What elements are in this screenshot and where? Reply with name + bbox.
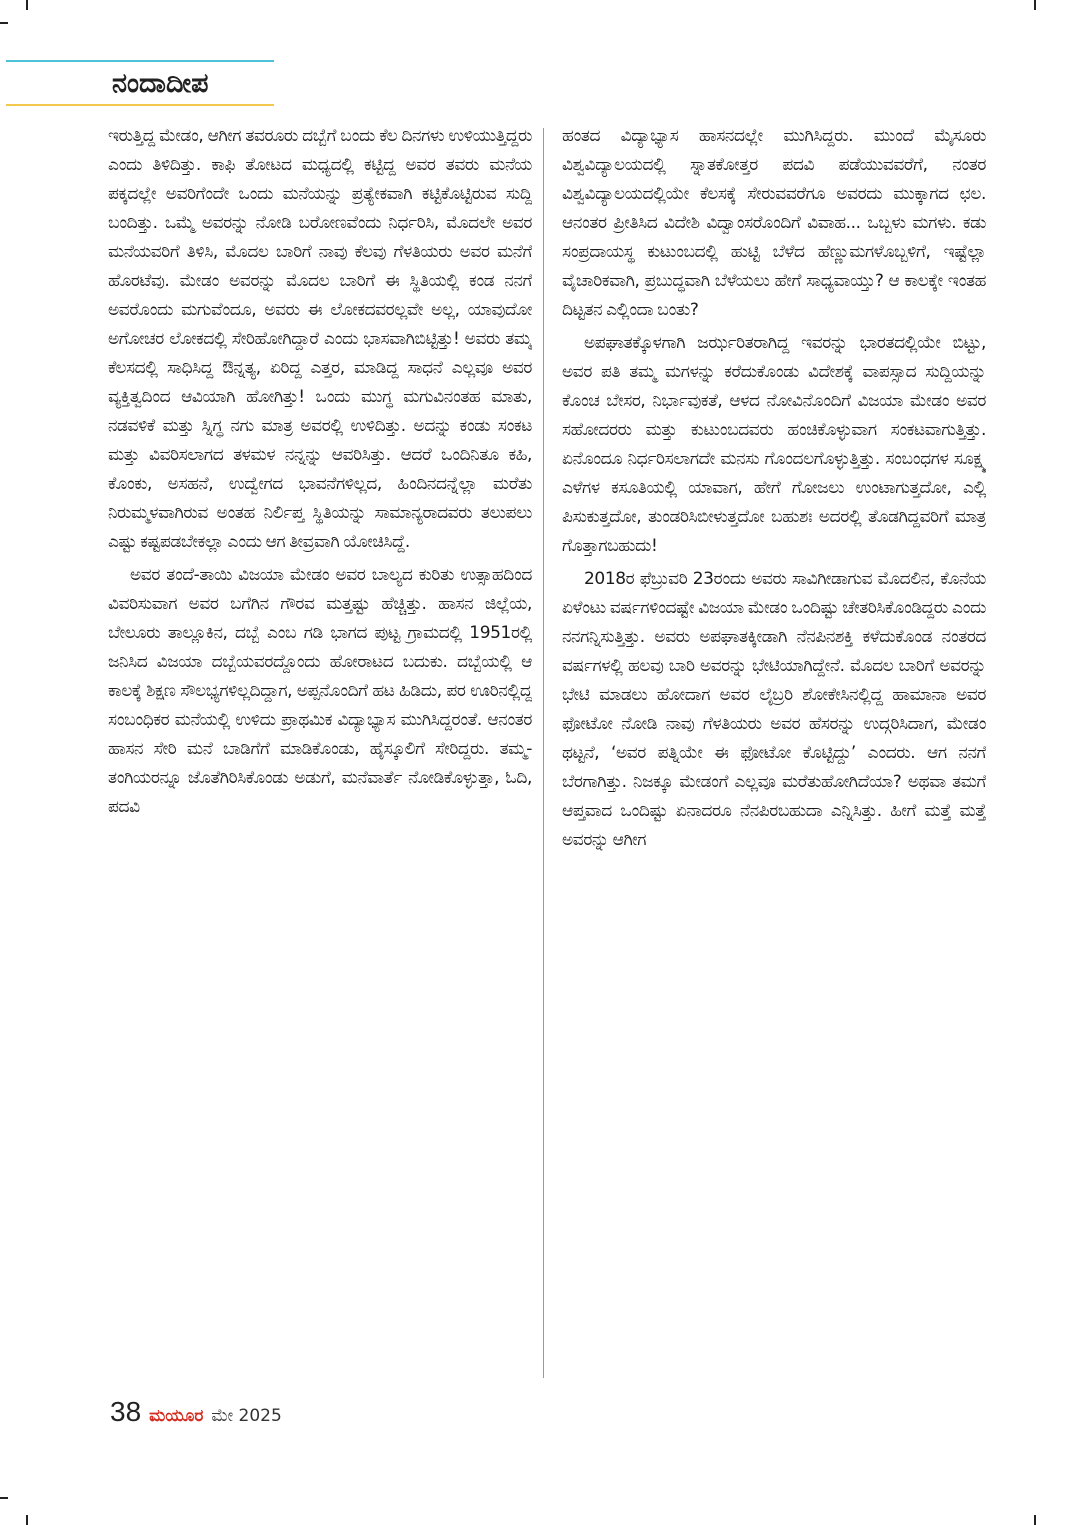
issue-date: ಮೇ 2025	[211, 1406, 282, 1426]
header-rule-top	[6, 60, 274, 62]
column-divider	[543, 128, 544, 1378]
crop-mark-left-upper	[0, 22, 8, 24]
page-number: 38	[110, 1396, 142, 1427]
header-rule-bottom	[6, 104, 274, 106]
article-column-right	[562, 122, 986, 1382]
paragraph: ಅವರ ತಂದೆ-ತಾಯಿ ವಿಜಯಾ ಮೇಡಂ ಅವರ ಬಾಲ್ಯದ ಕುರಿತು ಉತ್ಸಾಹದಿಂದ ವಿವರಿಸುವಾಗ ಅವರ ಬಗೆಗಿನ ಗೌರವ ಮತ್ತಷ್ಟು ಹೆಚ್ಚಿತ್ತು. ಹಾಸನ ಜಿಲ್ಲೆಯ, ಬೇಲೂರು ತಾಲ್ಲೂಕಿನ, ದಬ್ಬೆ ಎಂಬ ಗಡಿ ಭಾಗದ ಪುಟ್ಟ ಗ್ರಾಮದಲ್ಲಿ 1951ರಲ್ಲಿ ಜನಿಸಿದ ವಿಜಯಾ ದಬ್ಬೆಯವರದ್ದೊಂದು ಹೋರಾಟದ ಬದುಕು. ದಬ್ಬೆಯಲ್ಲಿ ಆ ಕಾಲಕ್ಕೆ ಶಿಕ್ಷಣ ಸೌಲಭ್ಯಗಳಿಲ್ಲದಿದ್ದಾಗ, ಅಪ್ಪನೊಂದಿಗೆ ಹಟ ಹಿಡಿದು, ಪರ ಊರಿನಲ್ಲಿದ್ದ ಸಂಬಂಧಿಕರ ಮನೆಯಲ್ಲಿ ಉಳಿದು ಪ್ರಾಥಮಿಕ ವಿದ್ಯಾಭ್ಯಾಸ ಮುಗಿಸಿದ್ದರಂತೆ. ಆನಂತರ ಹಾಸನ ಸೇರಿ ಮನೆ ಬಾಡಿಗೆಗೆ ಮಾಡಿಕೊಂಡು, ಹೈಸ್ಕೂಲಿಗೆ ಸೇರಿದ್ದರು. ತಮ್ಮ-ತಂಗಿಯರನ್ನೂ ಜೊತೆಗಿರಿಸಿಕೊಂಡು ಅಡುಗೆ, ಮನೆವಾರ್ತೆ ನೋಡಿಕೊಳ್ಳುತ್ತಾ, ಓದಿ, ಪದವಿ	[108, 565, 532, 817]
section-title: ನಂದಾದೀಪ	[112, 68, 209, 99]
article-column-left	[108, 122, 532, 1382]
crop-mark-bottom-right	[1034, 1515, 1036, 1525]
page-footer	[110, 1396, 282, 1428]
magazine-logo: ಮಯೂರ	[149, 1406, 204, 1426]
crop-mark-bottom-left	[26, 1515, 28, 1525]
paragraph: 2018ರ ಫೆಬ್ರುವರಿ 23ರಂದು ಅವರು ಸಾವಿಗೀಡಾಗುವ ಮೊದಲಿನ, ಕೊನೆಯ ಏಳೆಂಟು ವರ್ಷಗಳಿಂದಷ್ಟೇ ವಿಜಯಾ ಮೇಡಂ ಒಂದಿಷ್ಟು ಚೇತರಿಸಿಕೊಂಡಿದ್ದರು ಎಂದು ನನಗನ್ನಿಸುತ್ತಿತ್ತು. ಅವರು ಅಪಘಾತಕ್ಕೀಡಾಗಿ ನೆನಪಿನಶಕ್ತಿ ಕಳೆದುಕೊಂಡ ನಂತರದ ವರ್ಷಗಳಲ್ಲಿ ಹಲವು ಬಾರಿ ಅವರನ್ನು ಭೇಟಿಯಾಗಿದ್ದೇನೆ. ಮೊದಲ ಬಾರಿಗೆ ಅವರನ್ನು ಭೇಟಿ ಮಾಡಲು ಹೋದಾಗ ಅವರ ಲೈಬ್ರರಿ ಶೋಕೇಸಿನಲ್ಲಿದ್ದ ಹಾಮಾನಾ ಅವರ ಫೋಟೋ ನೋಡಿ ನಾವು ಗೆಳತಿಯರು ಅವರ ಹೆಸರನ್ನು ಉದ್ಗರಿಸಿದಾಗ, ಮೇಡಂ ಥಟ್ಟನೆ, ‘ಅವರ ಪತ್ನಿಯೇ ಈ ಫೋಟೋ ಕೊಟ್ಟಿದ್ದು’ ಎಂದರು. ಆಗ ನನಗೆ ಬೆರಗಾಗಿತ್ತು. ನಿಜಕ್ಕೂ ಮೇಡಂಗೆ ಎಲ್ಲವೂ ಮರೆತುಹೋಗಿದೆಯಾ? ಅಥವಾ ತಮಗೆ ಆಪ್ತವಾದ ಒಂದಿಷ್ಟು ಏನಾದರೂ ನೆನಪಿರಬಹುದಾ ಎನ್ನಿಸಿತ್ತು. ಹೀಗೆ ಮತ್ತೆ ಮತ್ತೆ ಅವರನ್ನು ಆಗೀಗ	[562, 569, 986, 850]
paragraph: ಅಪಘಾತಕ್ಕೊಳಗಾಗಿ ಜರ್ಝರಿತರಾಗಿದ್ದ ಇವರನ್ನು ಭಾರತದಲ್ಲಿಯೇ ಬಿಟ್ಟು, ಅವರ ಪತಿ ತಮ್ಮ ಮಗಳನ್ನು ಕರೆದುಕೊಂಡು ವಿದೇಶಕ್ಕೆ ವಾಪಸ್ಸಾದ ಸುದ್ದಿಯನ್ನು ಕೊಂಚ ಬೇಸರ, ನಿರ್ಭಾವುಕತೆ, ಆಳದ ನೋವಿನೊಂದಿಗೆ ವಿಜಯಾ ಮೇಡಂ ಅವರ ಸಹೋದರರು ಮತ್ತು ಕುಟುಂಬದವರು ಹಂಚಿಕೊಳ್ಳುವಾಗ ಸಂಕಟವಾಗುತ್ತಿತ್ತು. ಏನೊಂದೂ ನಿರ್ಧರಿಸಲಾಗದೇ ಮನಸು ಗೊಂದಲಗೊಳ್ಳುತ್ತಿತ್ತು. ಸಂಬಂಧಗಳ ಸೂಕ್ಷ್ಮ ಎಳೆಗಳ ಕಸೂತಿಯಲ್ಲಿ ಯಾವಾಗ, ಹೇಗೆ ಗೋಜಲು ಉಂಟಾಗುತ್ತದೋ, ಎಲ್ಲಿ ಪಿಸುಕುತ್ತದೋ, ತುಂಡರಿಸಿಬೀಳುತ್ತದೋ ಬಹುಶಃ ಅದರಲ್ಲಿ ತೊಡಗಿದ್ದವರಿಗೆ ಮಾತ್ರ ಗೊತ್ತಾಗಬಹುದು!	[562, 333, 986, 556]
paragraph: ಹಂತದ ವಿದ್ಯಾಭ್ಯಾಸ ಹಾಸನದಲ್ಲೇ ಮುಗಿಸಿದ್ದರು. ಮುಂದೆ ಮೈಸೂರು ವಿಶ್ವವಿದ್ಯಾಲಯದಲ್ಲಿ ಸ್ನಾತಕೋತ್ತರ ಪದವಿ ಪಡೆಯುವವರೆಗೆ, ನಂತರ ವಿಶ್ವವಿದ್ಯಾಲಯದಲ್ಲಿಯೇ ಕೆಲಸಕ್ಕೆ ಸೇರುವವರೆಗೂ ಅವರದು ಮುಕ್ಕಾಗದ ಛಲ. ಆನಂತರ ಪ್ರೀತಿಸಿದ ವಿದೇಶಿ ವಿದ್ವಾಂಸರೊಂದಿಗೆ ವಿವಾಹ... ಒಬ್ಬಳು ಮಗಳು. ಕಡು ಸಂಪ್ರದಾಯಸ್ಥ ಕುಟುಂಬದಲ್ಲಿ ಹುಟ್ಟಿ ಬೆಳೆದ ಹೆಣ್ಣುಮಗಳೊಬ್ಬಳಿಗೆ, ಇಷ್ಟೆಲ್ಲಾ ವೈಚಾರಿಕವಾಗಿ, ಪ್ರಬುದ್ಧವಾಗಿ ಬೆಳೆಯಲು ಹೇಗೆ ಸಾಧ್ಯವಾಯ್ತು? ಆ ಕಾಲಕ್ಕೇ ಇಂತಹ ದಿಟ್ಟತನ ಎಲ್ಲಿಂದಾ ಬಂತು?	[562, 126, 986, 320]
crop-mark-top-right	[1034, 0, 1036, 10]
paragraph: ಇರುತ್ತಿದ್ದ ಮೇಡಂ, ಆಗೀಗ ತವರೂರು ದಬ್ಬೆಗೆ ಬಂದು ಕೆಲ ದಿನಗಳು ಉಳಿಯುತ್ತಿದ್ದರು ಎಂದು ತಿಳಿದಿತ್ತು. ಕಾಫಿ ತೋಟದ ಮಧ್ಯದಲ್ಲಿ ಕಟ್ಟಿದ್ದ ಅವರ ತವರು ಮನೆಯ ಪಕ್ಕದಲ್ಲೇ ಅವರಿಗೆಂದೇ ಒಂದು ಮನೆಯನ್ನು ಪ್ರತ್ಯೇಕವಾಗಿ ಕಟ್ಟಿಕೊಟ್ಟಿರುವ ಸುದ್ದಿ ಬಂದಿತ್ತು. ಒಮ್ಮೆ ಅವರನ್ನು ನೋಡಿ ಬರೋಣವೆಂದು ನಿರ್ಧರಿಸಿ, ಮೊದಲೇ ಅವರ ಮನೆಯವರಿಗೆ ತಿಳಿಸಿ, ಮೊದಲ ಬಾರಿಗೆ ನಾವು ಕೆಲವು ಗೆಳತಿಯರು ಅವರ ಮನೆಗೆ ಹೊರಟೆವು. ಮೇಡಂ ಅವರನ್ನು ಮೊದಲ ಬಾರಿಗೆ ಈ ಸ್ಥಿತಿಯಲ್ಲಿ ಕಂಡ ನನಗೆ ಅವರೊಂದು ಮಗುವೆಂದೂ, ಅವರು ಈ ಲೋಕದವರಲ್ಲವೇ ಅಲ್ಲ, ಯಾವುದೋ ಅಗೋಚರ ಲೋಕದಲ್ಲಿ ಸೇರಿಹೋಗಿದ್ದಾರೆ ಎಂದು ಭಾಸವಾಗಿಬಿಟ್ಟಿತ್ತು! ಅವರು ತಮ್ಮ ಕೆಲಸದಲ್ಲಿ ಸಾಧಿಸಿದ್ದ ಔನ್ನತ್ಯ, ಏರಿದ್ದ ಎತ್ತರ, ಮಾಡಿದ್ದ ಸಾಧನೆ ಎಲ್ಲವೂ ಅವರ ವ್ಯಕ್ತಿತ್ವದಿಂದ ಆವಿಯಾಗಿ ಹೋಗಿತ್ತು! ಒಂದು ಮುಗ್ಧ ಮಗುವಿನಂತಹ ಮಾತು, ನಡವಳಿಕೆ ಮತ್ತು ಸ್ನಿಗ್ಧ ನಗು ಮಾತ್ರ ಅವರಲ್ಲಿ ಉಳಿದಿತ್ತು. ಅದನ್ನು ಕಂಡು ಸಂಕಟ ಮತ್ತು ವಿವರಿಸಲಾಗದ ತಳಮಳ ನನ್ನನ್ನು ಆವರಿಸಿತ್ತು. ಆದರೆ ಒಂದಿನಿತೂ ಕಹಿ, ಕೊಂಕು, ಅಸಹನೆ, ಉದ್ವೇಗದ ಭಾವನೆಗಳಿಲ್ಲದ, ಹಿಂದಿನದನ್ನೆಲ್ಲಾ ಮರೆತು ನಿರುಮ್ಮಳವಾಗಿರುವ ಅಂತಹ ನಿರ್ಲಿಪ್ತ ಸ್ಥಿತಿಯನ್ನು ಸಾಮಾನ್ಯರಾದವರು ತಲುಪಲು ಎಷ್ಟು ಕಷ್ಟಪಡಬೇಕಲ್ಲಾ ಎಂದು ಆಗ ತೀವ್ರವಾಗಿ ಯೋಚಿಸಿದ್ದೆ.	[108, 126, 532, 552]
crop-mark-left-lower	[0, 1497, 8, 1499]
crop-mark-top-left	[26, 0, 28, 10]
